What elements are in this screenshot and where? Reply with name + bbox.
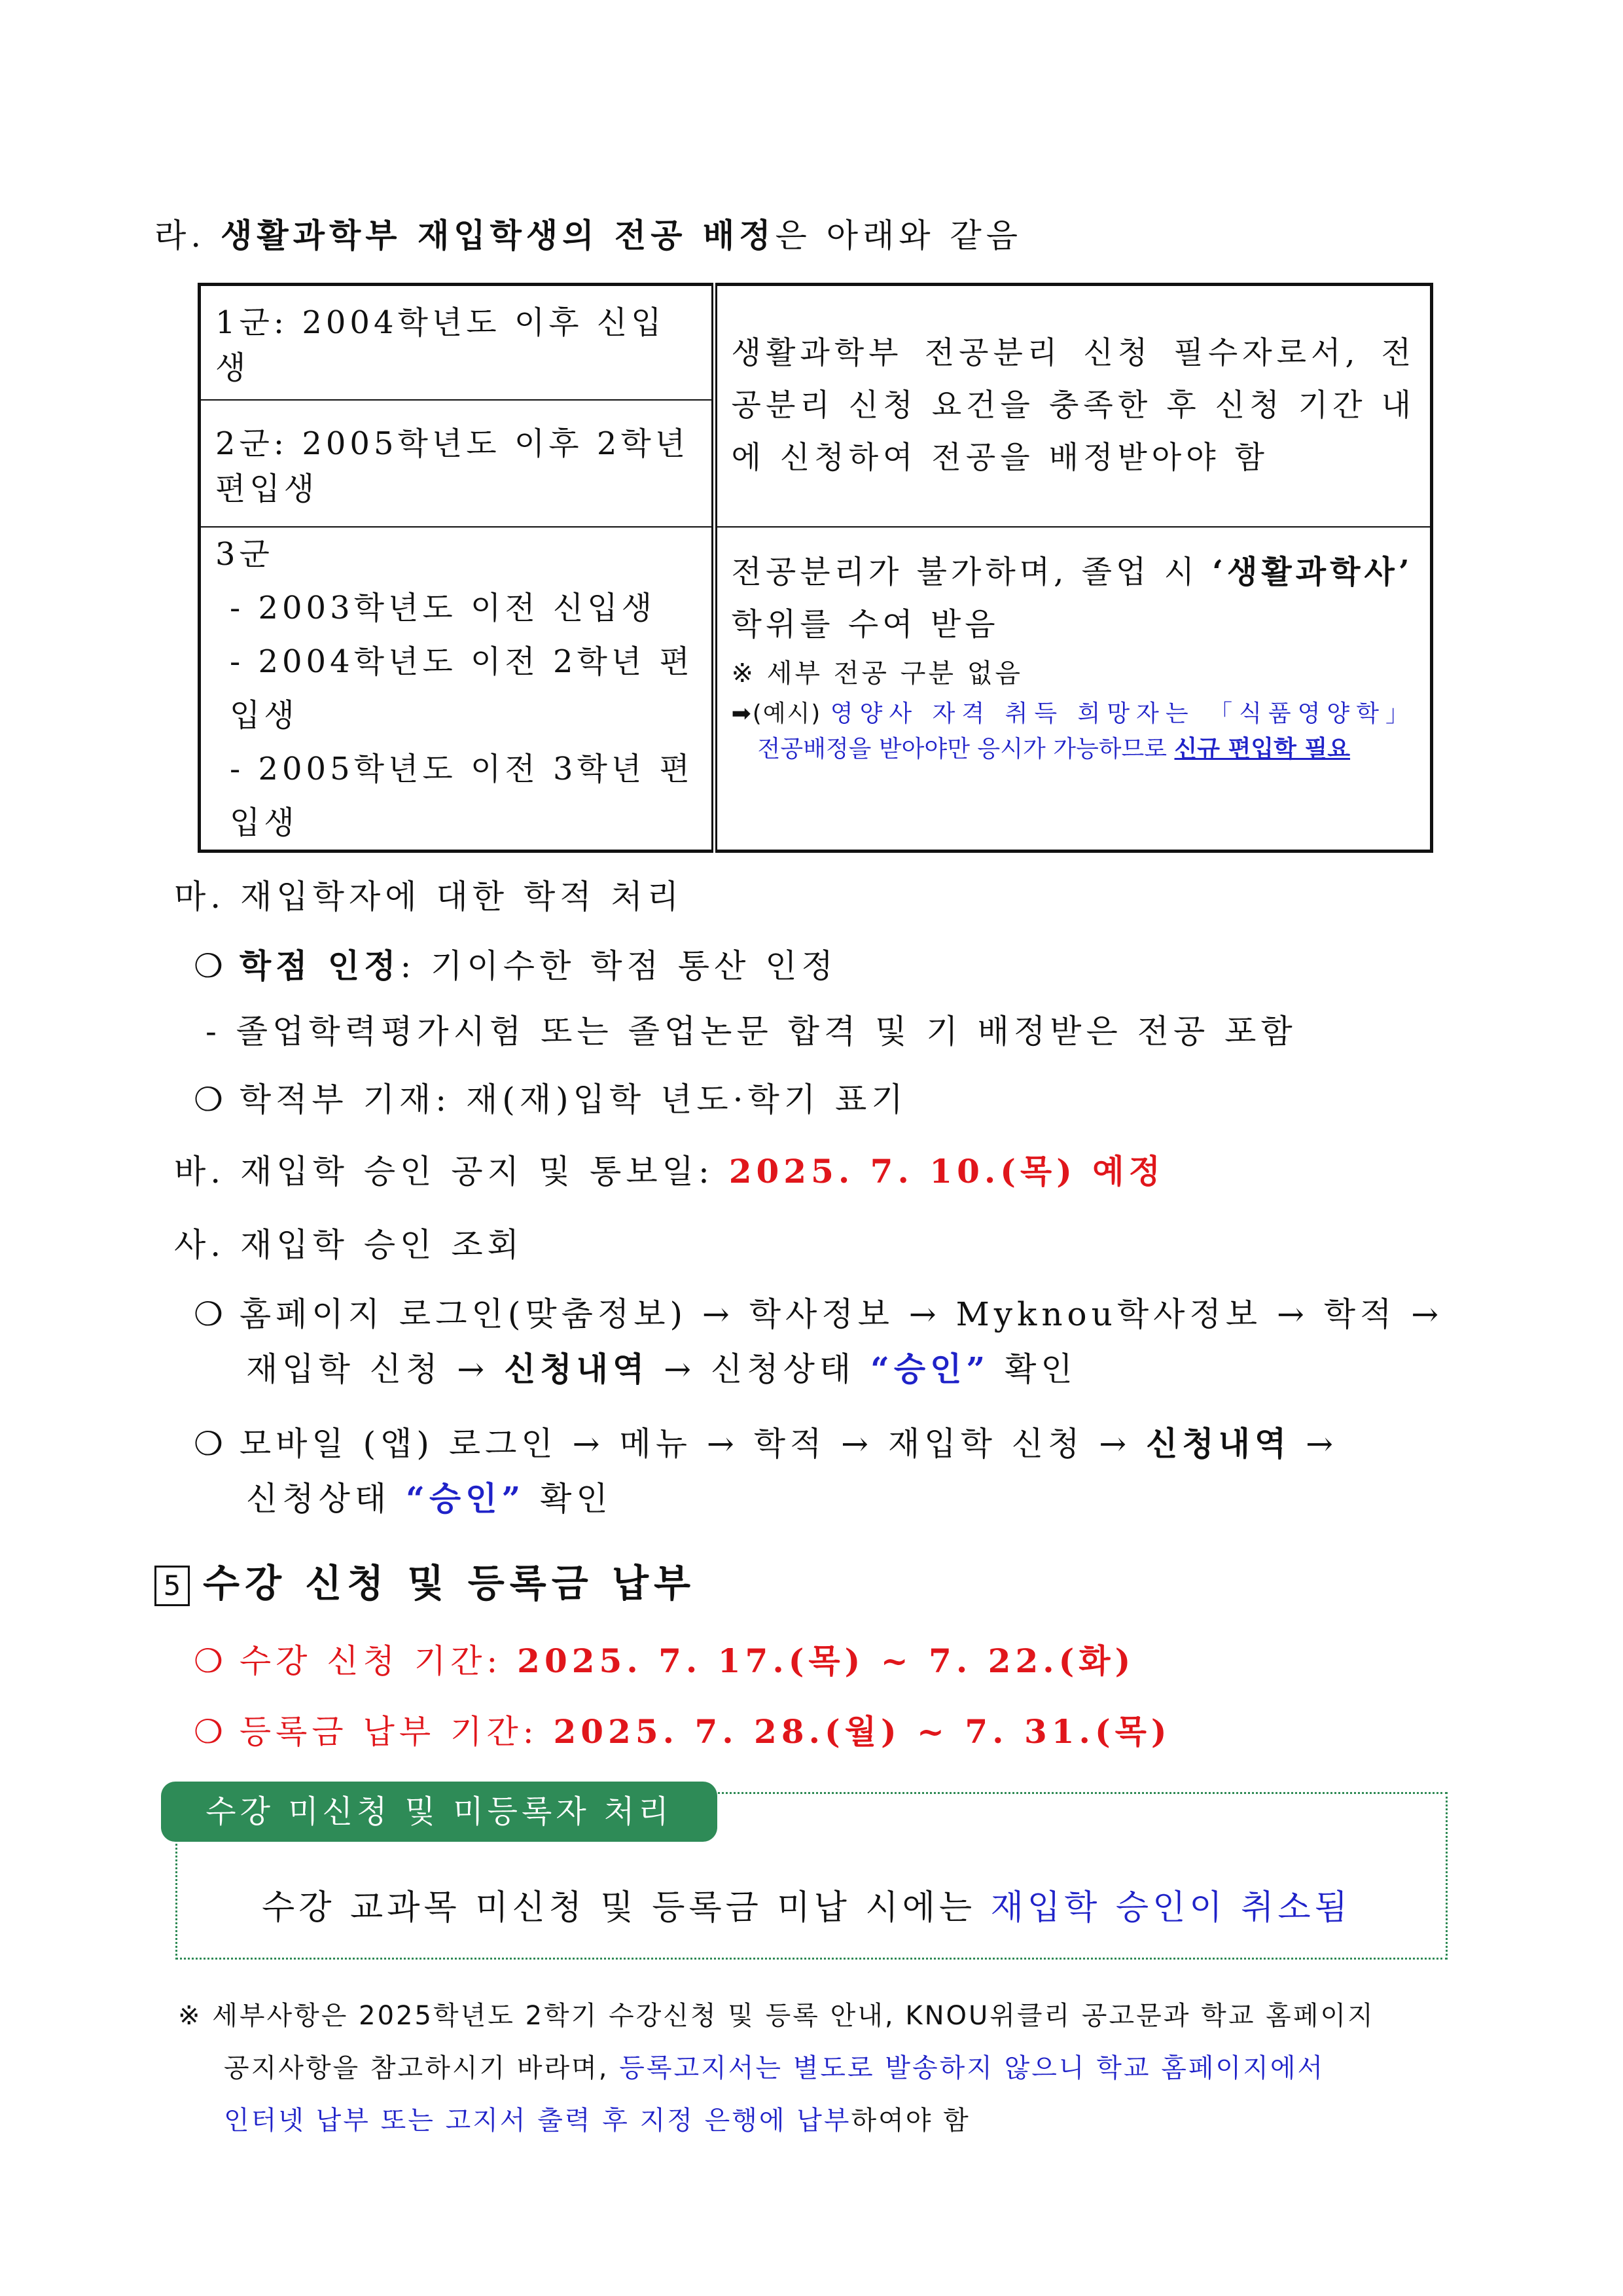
sa-item-homepage-cont — [246, 1343, 1077, 1390]
section-ma-heading: 마. 재입학자에 대한 학적 처리 — [174, 878, 684, 916]
example-line1 — [732, 696, 1416, 732]
confirm-text: 확인 — [990, 1350, 1077, 1388]
notice-box-tag: 수강 미신청 및 미등록자 처리 — [161, 1782, 717, 1842]
group3-label: 3군 — [215, 535, 274, 573]
group2-cell — [200, 400, 715, 527]
approved-label: “승인” — [870, 1350, 990, 1388]
group12-rule-cell — [714, 285, 1431, 527]
homepage-path-2: 재입학 신청 → — [246, 1350, 505, 1388]
bullet-icon: ❍ — [194, 1081, 228, 1119]
group3-cell — [200, 527, 715, 852]
notice-box-text — [262, 1880, 1351, 1929]
tuition-payment-period — [194, 1706, 1171, 1753]
bullet-icon: ❍ — [194, 1642, 228, 1680]
apply-history: 신청내역 — [1146, 1424, 1291, 1463]
section5-title — [154, 1552, 696, 1607]
homepage-path-3: → 신청상태 — [649, 1350, 871, 1388]
period-label: 수강 신청 기간: — [239, 1642, 518, 1680]
footnote-highlight: 인터넷 납부 또는 고지서 출력 후 지정 은행에 납부 — [224, 2106, 851, 2136]
section-ra-heading — [154, 209, 1022, 257]
approved-label: “승인” — [406, 1479, 526, 1518]
record-text: 학적부 기재: 재(재)입학 년도·학기 표기 — [239, 1081, 908, 1119]
section-ra-bold: 생활과학부 재입학생의 전공 배정 — [221, 216, 776, 255]
group3-note: ※ 세부 전공 구분 없음 — [731, 658, 1024, 689]
confirm-text: 확인 — [525, 1480, 613, 1518]
footnote-text: 하여야 함 — [851, 2106, 971, 2136]
group3-item: - 2005학년도 이전 3학년 편입생 — [230, 750, 694, 841]
group12-rule-text: 생활과학부 전공분리 신청 필수자로서, 전공분리 신청 요건을 충족한 후 신청 기간 내에 신청하여 전공을 배정받아야 함 — [731, 335, 1416, 476]
notice-text: 수강 교과목 미신청 및 등록금 미납 시에는 — [262, 1888, 991, 1928]
group3-item: - 2003학년도 이전 신입생 — [230, 589, 656, 626]
group3-rule-cell — [714, 527, 1431, 852]
group1-label: 1군: 2004학년도 이후 신입생 — [215, 304, 666, 387]
footnote-line2 — [178, 2042, 1461, 2094]
mobile-path: 모바일 (앱) 로그인 → 메뉴 → 학적 → 재입학 신청 → — [239, 1425, 1147, 1463]
course-registration-period — [194, 1635, 1135, 1682]
period-label: 등록금 납부 기간: — [239, 1713, 554, 1751]
example-text-3: 신규 편입학 필요 — [1174, 735, 1351, 762]
mobile-arrow: → — [1291, 1425, 1338, 1463]
sa-item-homepage — [194, 1288, 1443, 1335]
footnote-line1: ※ 세부사항은 2025학년도 2학기 수강신청 및 등록 안내, KNOU위클리 공고문과 학교 홈페이지 — [178, 2001, 1375, 2031]
footnote-line3 — [178, 2094, 1461, 2147]
ba-label: 바. 재입학 승인 공지 및 통보일: — [174, 1153, 729, 1191]
sa-item-mobile — [194, 1418, 1338, 1465]
credit-bold: 학점 인정 — [239, 946, 401, 985]
sa-item-mobile-cont — [246, 1473, 613, 1520]
ma-item-credit — [194, 940, 838, 987]
period-dates: 2025. 7. 17.(목) ~ 7. 22.(화) — [517, 1641, 1135, 1680]
ma-item-record — [194, 1073, 908, 1121]
group1-cell — [200, 285, 715, 400]
bullet-icon: ❍ — [194, 1425, 228, 1463]
group3-item: - 2004학년도 이전 2학년 편입생 — [230, 643, 694, 734]
example-text-1: 영양사 자격 취득 희망자는 「식품영양학」 — [830, 700, 1416, 727]
homepage-path: 홈페이지 로그인(맞춤정보) → 학사정보 → Myknou학사정보 → 학적 → — [239, 1295, 1444, 1333]
group3-rule-text: 전공분리가 불가하며, 졸업 시 — [731, 553, 1213, 590]
arrow-icon: ➡(예시) — [731, 700, 830, 727]
section-ba-heading — [174, 1145, 1165, 1193]
group2-label: 2군: 2005학년도 이후 2학년 편입생 — [215, 425, 690, 507]
notice-cancel-text: 재입학 승인이 취소됨 — [990, 1888, 1351, 1928]
credit-rest: : 기이수한 학점 통산 인정 — [400, 947, 838, 985]
mobile-path-2: 신청상태 — [246, 1480, 406, 1518]
major-assignment-table — [198, 283, 1433, 853]
apply-history: 신청내역 — [504, 1350, 649, 1388]
group3-rule-line1 — [732, 546, 1416, 598]
degree-name: ‘생활과학사’ — [1212, 553, 1414, 590]
bullet-icon: ❍ — [194, 1295, 228, 1333]
footnote-highlight: 등록고지서는 별도로 발송하지 않으니 학교 홈페이지에서 — [619, 2053, 1325, 2083]
period-dates: 2025. 7. 28.(월) ~ 7. 31.(목) — [553, 1712, 1171, 1751]
example-line2 — [732, 732, 1416, 767]
bullet-icon: ❍ — [194, 947, 228, 985]
section-ra-prefix: 라. — [154, 217, 221, 255]
section-sa-heading: 사. 재입학 승인 조회 — [174, 1226, 524, 1264]
example-text-2: 전공배정을 받아야만 응시가 가능하므로 — [757, 735, 1175, 762]
section5-title-text: 수강 신청 및 등록금 납부 — [203, 1561, 696, 1605]
section-ra-suffix: 은 아래와 같음 — [775, 217, 1023, 255]
section-number-box: 5 — [154, 1566, 190, 1606]
footnote — [178, 1990, 1461, 2147]
ba-date: 2025. 7. 10.(목) 예정 — [728, 1152, 1165, 1191]
footnote-text: 공지사항을 참고하시기 바라며, — [224, 2053, 620, 2083]
bullet-icon: ❍ — [194, 1713, 228, 1751]
group3-rule-line2: 학위를 수여 받음 — [731, 605, 999, 643]
ma-credit-sub: - 졸업학력평가시험 또는 졸업논문 합격 및 기 배정받은 전공 포함 — [205, 1013, 1297, 1050]
